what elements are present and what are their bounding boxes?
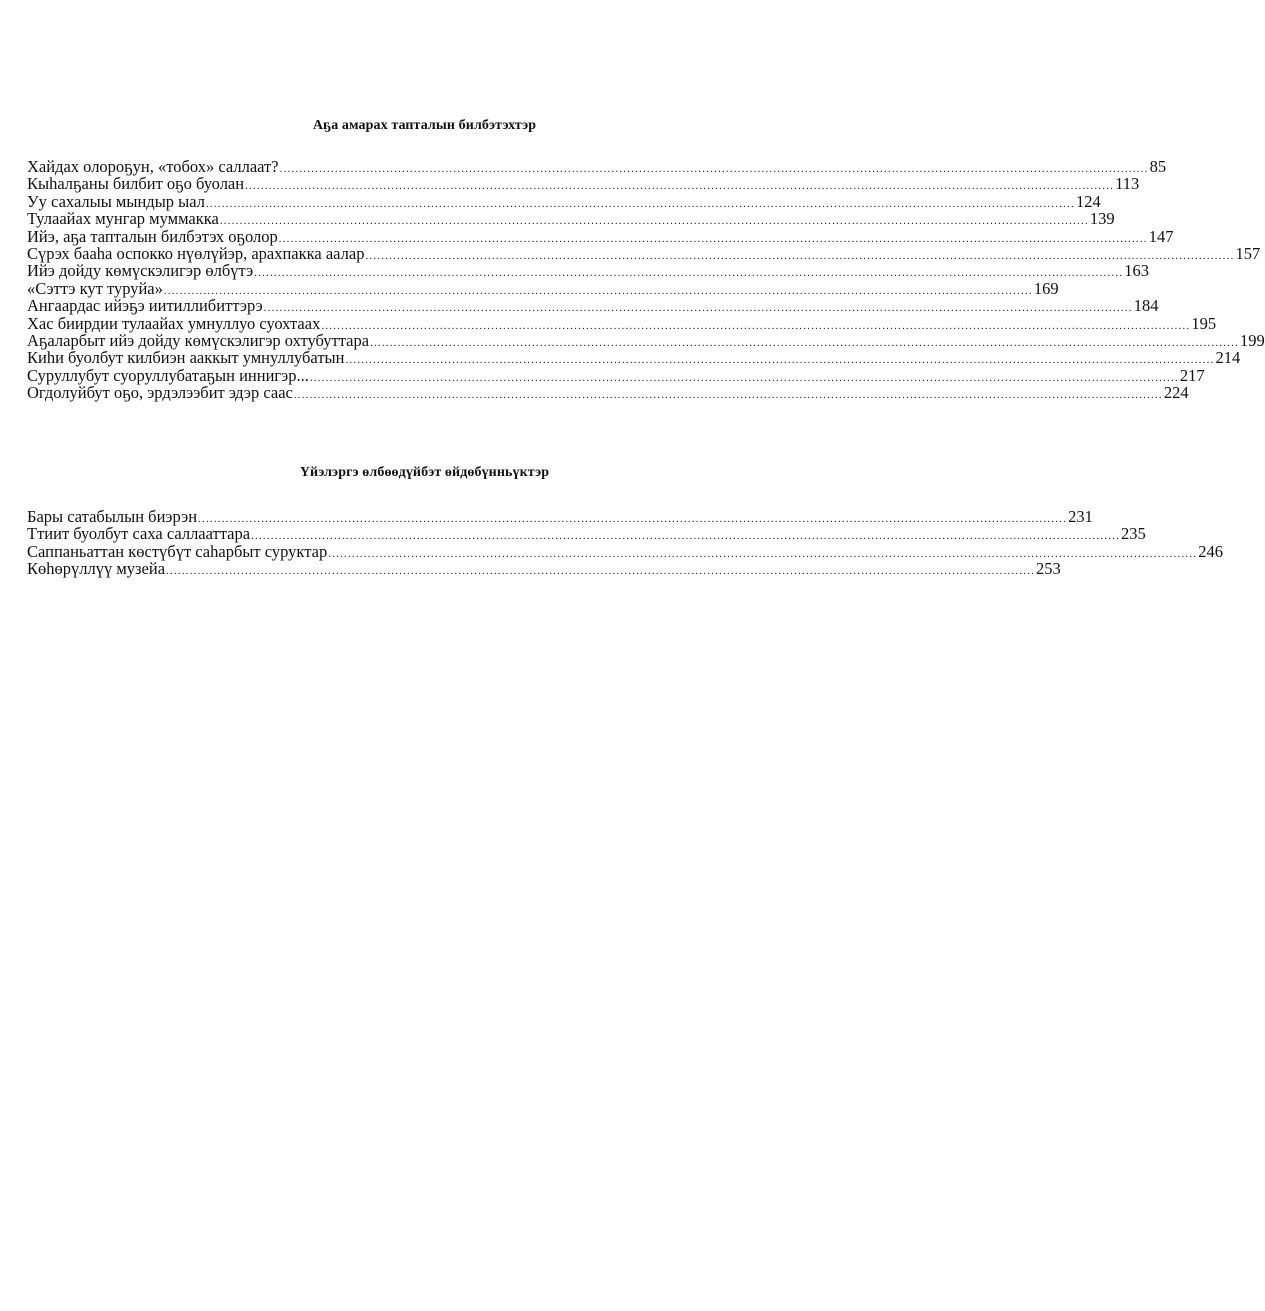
toc-entry [27, 191, 1101, 211]
dot-leader: ............................................................................................................................................................................................................................ [321, 319, 1191, 332]
toc-entry-page: 139 [1089, 209, 1115, 229]
toc-entry [27, 348, 1241, 368]
toc-entry [27, 383, 1189, 403]
toc-entry-title: Суруллубут суоруллубатаҕын иннигэр... [27, 365, 309, 385]
toc-entry-page: 235 [1121, 524, 1146, 544]
dot-leader: ............................................................................................................................................................................................................................ [328, 547, 1198, 560]
toc-entry-title: Кыһалҕаны билбит оҕо буолан [27, 174, 245, 194]
dot-leader: ............................................................................................................................................................................................................................ [345, 354, 1215, 367]
toc-entry-title: Ийэ дойду көмүскэлигэр өлбүтэ [27, 261, 254, 281]
toc-entry [27, 278, 1059, 298]
toc-entry [27, 157, 1167, 176]
dot-leader: ............................................................................................................................................................................................................................ [219, 215, 1089, 228]
section-title: Үйэлэргэ өлбөөдүйбэт өйдөбүнньүктэр [299, 465, 550, 480]
toc-entry [27, 507, 1093, 526]
toc-entry-title: Ийэ, аҕа тапталын билбэтэх оҕолор [27, 226, 278, 246]
dot-leader: ............................................................................................................................................................................................................................ [251, 530, 1121, 543]
toc-entry-title: «Сэттэ кут туруйа» [27, 278, 163, 298]
toc-entry-title: Көһөрүллүү музейа [27, 559, 166, 579]
toc-entry-page: 199 [1240, 330, 1265, 350]
toc-entry-page: 124 [1075, 191, 1101, 211]
dot-leader: ............................................................................................................................................................................................................................ [279, 163, 1149, 175]
toc-entry-page: 231 [1068, 507, 1093, 526]
toc-entry [27, 226, 1174, 246]
toc-entry-page: 163 [1124, 261, 1149, 281]
toc-entry-page: 85 [1149, 157, 1167, 176]
toc-entry [27, 330, 1265, 350]
dot-leader: ............................................................................................................................................................................................................................ [278, 232, 1148, 245]
toc-entry-page: 217 [1179, 365, 1205, 385]
toc-list [27, 507, 1223, 579]
dot-leader: ............................................................................................................................................................................................................................ [365, 249, 1235, 262]
toc-entry-title: Огдолуйбут оҕо, эрдэлээбит эдэр саас [27, 383, 293, 403]
toc-entry-page: 184 [1133, 296, 1159, 316]
toc-entry-title: Бары сатабылын биэрэн [27, 507, 198, 526]
toc-entry-page: 113 [1115, 174, 1140, 194]
toc-entry [27, 524, 1146, 544]
toc-entry-page: 253 [1036, 559, 1061, 579]
toc-entry [27, 365, 1205, 385]
toc-entry-page: 169 [1033, 278, 1059, 298]
section-title: Аҕа амарах тапталын билбэтэхтэр [312, 118, 537, 133]
toc-entry [27, 174, 1140, 194]
dot-leader: ............................................................................................................................................................................................................................ [245, 180, 1115, 193]
toc-entry-title: Тулаайах мунгар муммакка [27, 209, 219, 229]
toc-entry [27, 559, 1061, 579]
toc-entry [27, 313, 1217, 333]
toc-entry [27, 261, 1149, 281]
toc-entry-page: 224 [1163, 383, 1189, 403]
dot-leader: ............................................................................................................................................................................................................................ [198, 513, 1068, 525]
toc-entry-title: Сүрэх бааһа оспокко нүөлүйэр, арахпакка аалар [27, 243, 365, 263]
toc-entry [27, 541, 1223, 561]
toc-entry [27, 209, 1115, 229]
toc-entry [27, 296, 1159, 316]
dot-leader: ............................................................................................................................................................................................................................ [254, 267, 1124, 280]
dot-leader: ............................................................................................................................................................................................................................ [205, 197, 1075, 210]
toc-entry-title: Хас биирдии тулаайах умнуллуо суохтаах [27, 313, 321, 333]
toc-entry-title: Ттиит буолбут саха саллааттара [27, 524, 251, 544]
dot-leader: ............................................................................................................................................................................................................................ [309, 371, 1179, 384]
toc-entry-title: Киһи буолбут килбиэн ааккыт умнуллубатын [27, 348, 345, 368]
toc-entry-title: Уу сахалыы мындыр ыал [27, 191, 205, 211]
toc-entry-page: 195 [1191, 313, 1217, 333]
dot-leader: ............................................................................................................................................................................................................................ [263, 302, 1133, 315]
dot-leader: ............................................................................................................................................................................................................................ [166, 565, 1036, 578]
dot-leader: ............................................................................................................................................................................................................................ [370, 336, 1240, 349]
toc-entry-title: Ангаардас ийэҕэ иитиллибиттэрэ [27, 296, 263, 316]
toc-entry-page: 157 [1235, 243, 1261, 263]
toc-entry-page: 147 [1148, 226, 1174, 246]
toc-entry-title: Саппаньаттан көстүбүт саһарбыт суруктар [27, 541, 328, 561]
toc-entry [27, 243, 1261, 263]
dot-leader: ............................................................................................................................................................................................................................ [293, 389, 1163, 402]
dot-leader: ............................................................................................................................................................................................................................ [163, 284, 1033, 297]
toc-entry-title: Аҕаларбыт ийэ дойду көмүскэлигэр охтубуттара [27, 330, 370, 350]
toc-entry-page: 214 [1215, 348, 1241, 368]
toc-entry-page: 246 [1198, 541, 1223, 561]
toc-list [27, 157, 1265, 403]
toc-entry-title: Хайдах олороҕун, «тобох» саллаат? [27, 157, 279, 176]
